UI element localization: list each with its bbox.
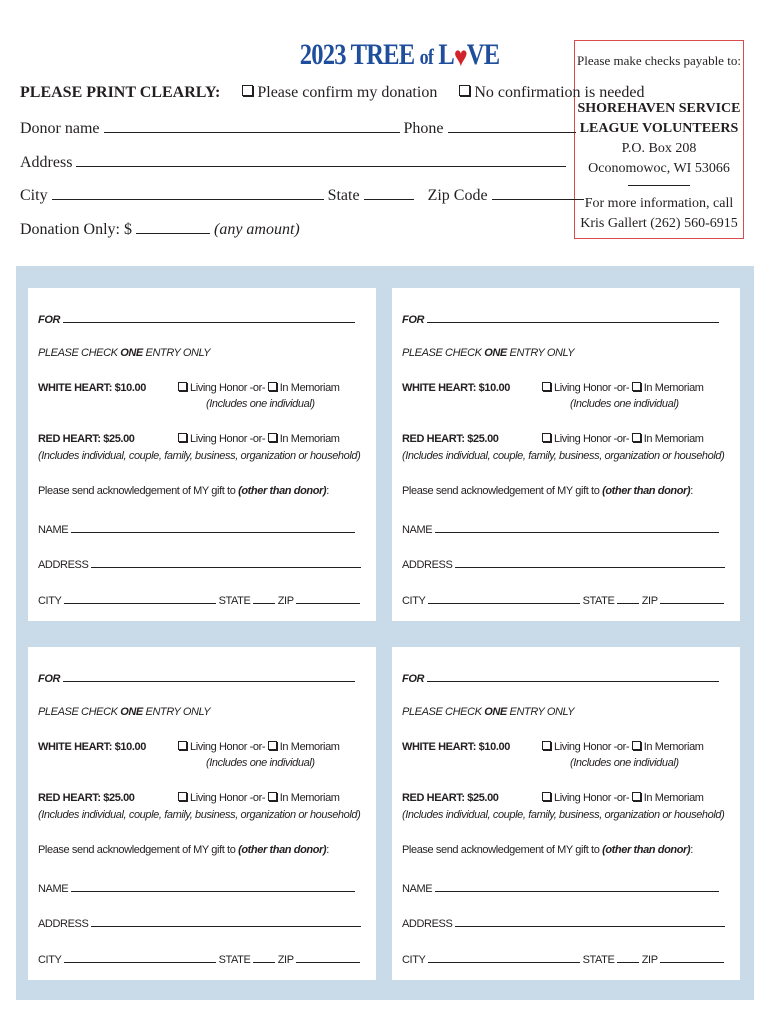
red-heart-label: RED HEART: $25.00 [38,792,135,804]
state-field[interactable] [253,592,275,604]
for-field[interactable] [427,311,719,323]
living-honor-label: Living Honor -or- [190,433,268,445]
red-in-memoriam-checkbox[interactable] [268,433,277,442]
po-box: P.O. Box 208 [621,141,697,156]
city-field[interactable] [428,951,580,963]
divider [628,185,690,186]
payable-box [574,40,744,239]
white-in-memoriam-checkbox[interactable] [632,382,641,391]
red-in-memoriam-checkbox[interactable] [632,792,641,801]
for-field[interactable] [427,670,719,682]
check-one-note: PLEASE CHECK ONE ENTRY ONLY [38,347,211,359]
in-memoriam-label: In Memoriam [279,433,340,445]
no-confirm-checkbox[interactable] [459,85,470,96]
donation-card [392,288,740,621]
title-l: L [438,38,454,71]
city-state: Oconomowoc, WI 53066 [588,161,730,176]
confirm-checkbox[interactable] [242,85,253,96]
city-row [20,185,584,205]
zip-field[interactable] [296,951,360,963]
in-memoriam-label: In Memoriam [279,741,340,753]
state-field[interactable] [364,185,414,200]
zip-label: ZIP [277,595,294,607]
red-living-honor-checkbox[interactable] [178,433,187,442]
for-label: FOR [38,314,61,326]
print-clearly-label: PLEASE PRINT CLEARLY: [20,84,221,101]
in-memoriam-label: In Memoriam [643,433,704,445]
phone-field[interactable] [448,118,576,133]
white-heart-label: WHITE HEART: $10.00 [38,382,146,394]
name-label: NAME [38,524,69,536]
phone-label: Phone [403,120,444,137]
red-living-honor-checkbox[interactable] [542,433,551,442]
for-label: FOR [402,673,425,685]
white-heart-label: WHITE HEART: $10.00 [402,382,510,394]
address-field[interactable] [455,556,725,568]
zip-label: ZIP [641,954,658,966]
white-living-honor-checkbox[interactable] [178,382,187,391]
city-field[interactable] [428,592,580,604]
white-in-memoriam-checkbox[interactable] [268,382,277,391]
address-label: ADDRESS [402,918,453,930]
for-field[interactable] [63,311,355,323]
red-in-memoriam-checkbox[interactable] [632,433,641,442]
donor-name-row [20,118,576,138]
name-field[interactable] [435,880,719,892]
includes-one-note: (Includes one individual) [570,757,679,769]
donor-name-label: Donor name [20,120,100,137]
white-living-honor-checkbox[interactable] [178,741,187,750]
zip-field[interactable] [296,592,360,604]
includes-many-note: (Includes individual, couple, family, business, organization or household) [38,809,361,821]
living-honor-label: Living Honor -or- [554,792,632,804]
name-label: NAME [402,524,433,536]
address-field[interactable] [76,152,566,167]
living-honor-label: Living Honor -or- [554,433,632,445]
city-label: CITY [38,595,62,607]
state-label: STATE [218,595,251,607]
donation-card [28,647,376,980]
address-field[interactable] [91,556,361,568]
includes-many-note: (Includes individual, couple, family, business, organization or household) [402,809,725,821]
ack-note: Please send acknowledgement of MY gift to (other than donor): [38,485,329,497]
zip-label: Zip Code [427,187,488,204]
white-living-honor-checkbox[interactable] [542,741,551,750]
payable-heading: Please make checks payable to: [577,53,741,68]
heart-icon: ♥ [453,42,467,73]
title-of: of [419,44,434,69]
check-one-note: PLEASE CHECK ONE ENTRY ONLY [38,706,211,718]
address-field[interactable] [455,915,725,927]
title-ve: VE [466,38,500,71]
city-label: CITY [38,954,62,966]
donation-amount-field[interactable] [136,219,210,234]
includes-one-note: (Includes one individual) [206,757,315,769]
white-in-memoriam-checkbox[interactable] [268,741,277,750]
check-one-note: PLEASE CHECK ONE ENTRY ONLY [402,706,575,718]
city-label: CITY [402,595,426,607]
address-label: ADDRESS [38,559,89,571]
for-label: FOR [402,314,425,326]
state-field[interactable] [617,592,639,604]
address-label: ADDRESS [38,918,89,930]
in-memoriam-label: In Memoriam [643,741,704,753]
living-honor-label: Living Honor -or- [554,382,632,394]
page-title [299,38,500,73]
ack-note: Please send acknowledgement of MY gift to (other than donor): [402,844,693,856]
title-year: 2023 [299,38,346,71]
in-memoriam-label: In Memoriam [643,792,704,804]
name-field[interactable] [71,521,355,533]
in-memoriam-label: In Memoriam [643,382,704,394]
address-label: Address [20,154,73,171]
white-heart-label: WHITE HEART: $10.00 [38,741,146,753]
state-label: STATE [582,954,615,966]
zip-field[interactable] [492,185,584,200]
zip-label: ZIP [277,954,294,966]
living-honor-label: Living Honor -or- [554,741,632,753]
for-field[interactable] [63,670,355,682]
info-line1: For more information, call [584,196,734,211]
address-label: ADDRESS [402,559,453,571]
title-tree: TREE [350,38,415,71]
info-line2: Kris Gallert (262) 560-6915 [580,216,738,231]
white-heart-label: WHITE HEART: $10.00 [402,741,510,753]
white-in-memoriam-checkbox[interactable] [632,741,641,750]
name-label: NAME [402,883,433,895]
state-label: STATE [218,954,251,966]
red-heart-label: RED HEART: $25.00 [38,433,135,445]
city-field[interactable] [64,592,216,604]
city-label: City [20,187,48,204]
city-field[interactable] [64,951,216,963]
living-honor-label: Living Honor -or- [190,741,268,753]
address-field[interactable] [91,915,361,927]
state-label: State [327,187,360,204]
donation-row [20,219,300,239]
print-clearly-row [20,84,645,102]
ack-note: Please send acknowledgement of MY gift to (other than donor): [38,844,329,856]
red-in-memoriam-checkbox[interactable] [268,792,277,801]
zip-field[interactable] [660,951,724,963]
donor-name-field[interactable] [104,118,400,133]
confirm-label: Please confirm my donation [257,84,438,101]
no-confirm-label: No confirmation is needed [474,84,645,101]
name-field[interactable] [435,521,719,533]
includes-many-note: (Includes individual, couple, family, business, organization or household) [38,450,361,462]
name-label: NAME [38,883,69,895]
donation-card [28,288,376,621]
includes-many-note: (Includes individual, couple, family, business, organization or household) [402,450,725,462]
red-heart-label: RED HEART: $25.00 [402,433,499,445]
ack-note: Please send acknowledgement of MY gift to (other than donor): [402,485,693,497]
state-field[interactable] [253,951,275,963]
city-field[interactable] [52,185,324,200]
white-living-honor-checkbox[interactable] [542,382,551,391]
zip-label: ZIP [641,595,658,607]
in-memoriam-label: In Memoriam [279,382,340,394]
state-field[interactable] [617,951,639,963]
living-honor-label: Living Honor -or- [190,382,268,394]
donation-card [392,647,740,980]
includes-one-note: (Includes one individual) [570,398,679,410]
city-label: CITY [402,954,426,966]
red-living-honor-checkbox[interactable] [542,792,551,801]
red-heart-label: RED HEART: $25.00 [402,792,499,804]
check-one-note: PLEASE CHECK ONE ENTRY ONLY [402,347,575,359]
org-line2: LEAGUE VOLUNTEERS [579,121,739,136]
state-label: STATE [582,595,615,607]
in-memoriam-label: In Memoriam [279,792,340,804]
zip-field[interactable] [660,592,724,604]
living-honor-label: Living Honor -or- [190,792,268,804]
address-row [20,152,566,172]
donation-label: Donation Only: $ [20,221,132,238]
org-line1: SHOREHAVEN SERVICE [577,101,741,116]
name-field[interactable] [71,880,355,892]
red-living-honor-checkbox[interactable] [178,792,187,801]
any-amount-label: (any amount) [214,221,300,238]
for-label: FOR [38,673,61,685]
donation-cards-panel [16,266,754,1000]
includes-one-note: (Includes one individual) [206,398,315,410]
